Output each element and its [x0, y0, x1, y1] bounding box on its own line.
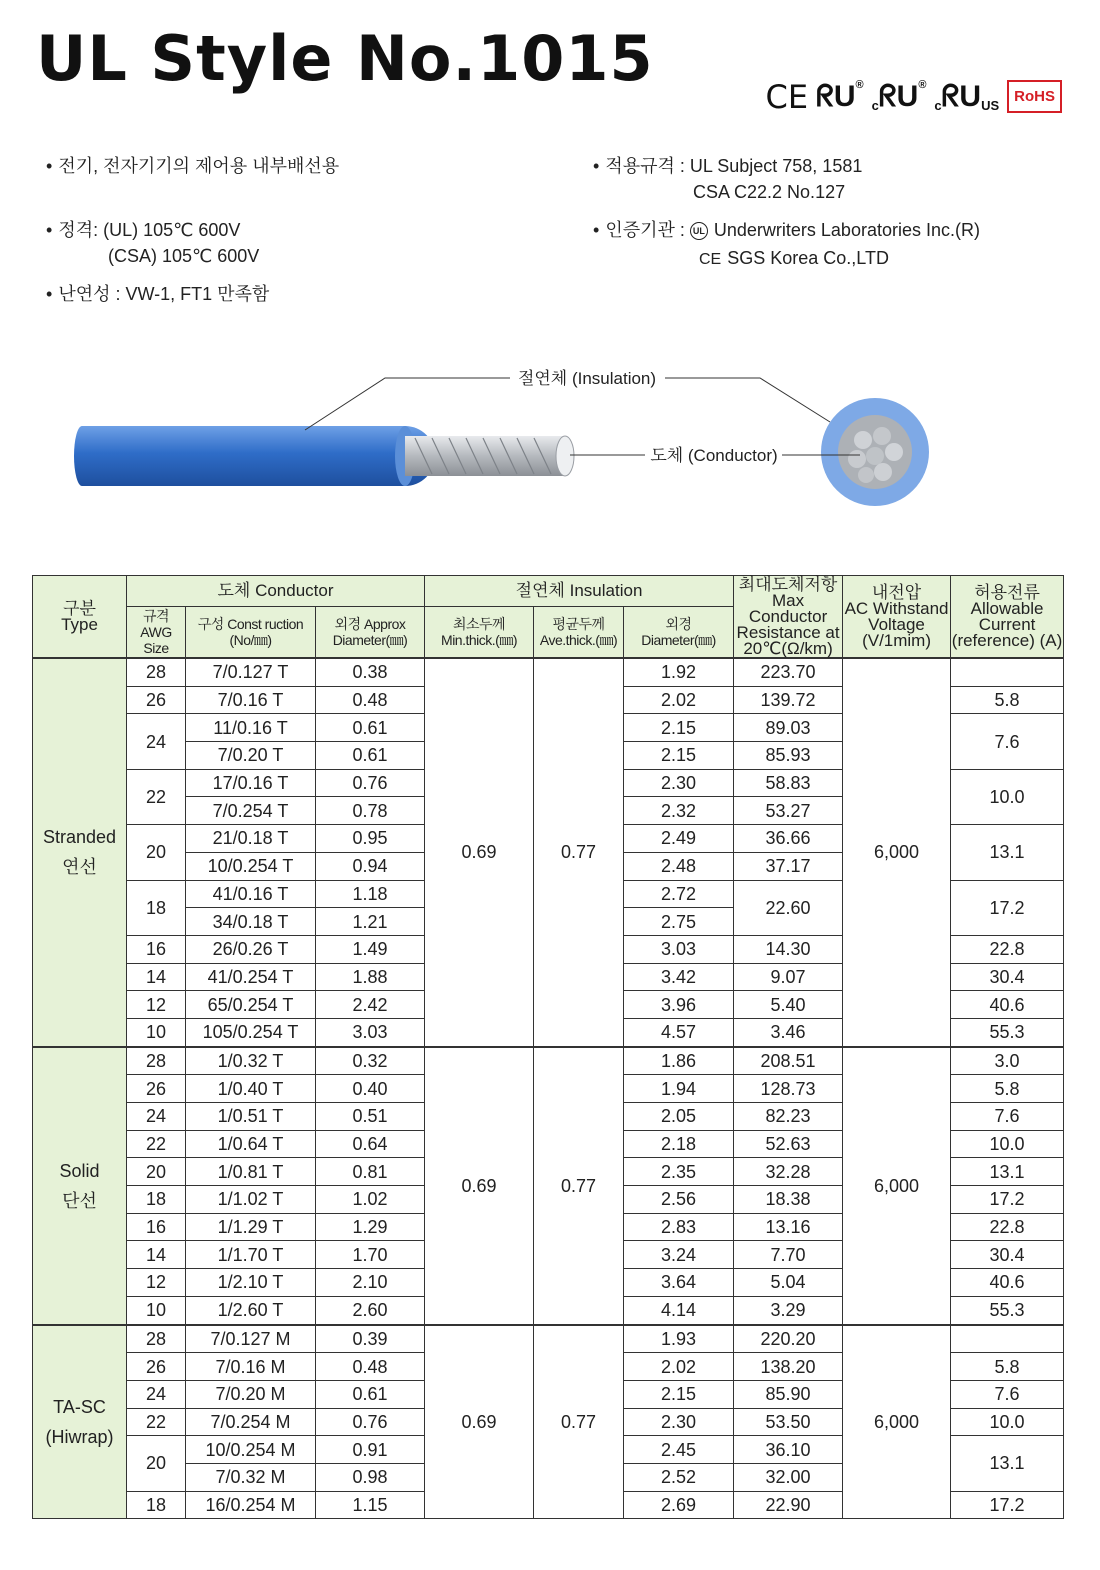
voltage-cell: 6,000: [843, 1325, 951, 1519]
diameter-cell: 0.61: [316, 1380, 425, 1408]
table-row: [33, 1047, 1064, 1075]
ce-logo-icon: CE: [699, 251, 722, 268]
diameter-cell: 0.94: [316, 852, 425, 880]
awg-cell: 22: [127, 1408, 186, 1436]
current-cell: 55.3: [951, 1296, 1064, 1324]
awg-cell: 10: [127, 1018, 186, 1046]
resistance-cell: 5.04: [734, 1269, 843, 1297]
construction-cell: 1/0.64 T: [186, 1130, 316, 1158]
diameter-cell: 2.10: [316, 1269, 425, 1297]
ins-diameter-cell: 4.14: [624, 1296, 734, 1324]
header-conductor: 도체 Conductor: [127, 576, 425, 607]
construction-cell: 1/0.32 T: [186, 1047, 316, 1075]
ins-diameter-cell: 1.93: [624, 1325, 734, 1353]
current-cell: 30.4: [951, 1241, 1064, 1269]
ave-thick-cell: 0.77: [534, 658, 624, 1047]
diameter-cell: 0.32: [316, 1047, 425, 1075]
diameter-cell: 1.88: [316, 963, 425, 991]
diameter-cell: 1.29: [316, 1213, 425, 1241]
construction-cell: 41/0.254 T: [186, 963, 316, 991]
construction-cell: 41/0.16 T: [186, 880, 316, 908]
ins-diameter-cell: 2.30: [624, 769, 734, 797]
current-cell: 13.1: [951, 1158, 1064, 1186]
min-thick-cell: 0.69: [425, 658, 534, 1047]
ul-mark-icon: ᖇU ®: [816, 78, 864, 113]
awg-cell: 12: [127, 991, 186, 1019]
current-cell: 10.0: [951, 769, 1064, 824]
ce-mark-icon: CE: [765, 77, 809, 116]
awg-cell: 26: [127, 1353, 186, 1381]
construction-cell: 1/0.51 T: [186, 1103, 316, 1131]
resistance-cell: 32.00: [734, 1463, 843, 1491]
resistance-cell: 53.27: [734, 797, 843, 825]
header-type: 구분 Type: [33, 576, 127, 659]
resistance-cell: 9.07: [734, 963, 843, 991]
spec-flame: • 난연성 : VW-1, FT1 만족함: [46, 284, 270, 304]
diameter-cell: 0.61: [316, 742, 425, 770]
current-cell: [951, 1325, 1064, 1353]
awg-cell: 22: [127, 769, 186, 824]
header-diameter: 외경 Approx Diameter(㎜): [316, 607, 425, 659]
ins-diameter-cell: 2.45: [624, 1436, 734, 1464]
current-cell: 10.0: [951, 1130, 1064, 1158]
spec-table: [32, 575, 1064, 1519]
resistance-cell: 208.51: [734, 1047, 843, 1075]
construction-cell: 105/0.254 T: [186, 1018, 316, 1046]
diameter-cell: 2.42: [316, 991, 425, 1019]
insulation-label: 절연체 (Insulation): [517, 369, 657, 388]
resistance-cell: 36.10: [734, 1436, 843, 1464]
construction-cell: 7/0.127 T: [186, 658, 316, 686]
resistance-cell: 220.20: [734, 1325, 843, 1353]
conductor-label: 도체 (Conductor): [650, 446, 778, 465]
ins-diameter-cell: 2.30: [624, 1408, 734, 1436]
current-cell: 7.6: [951, 714, 1064, 769]
header-construction: 구성 Const ruction (No/㎜): [186, 607, 316, 659]
construction-cell: 11/0.16 T: [186, 714, 316, 742]
diameter-cell: 0.78: [316, 797, 425, 825]
ins-diameter-cell: 3.42: [624, 963, 734, 991]
header-ave-thick: 평균두께 Ave.thick.(㎜): [534, 607, 624, 659]
ins-diameter-cell: 3.03: [624, 935, 734, 963]
diameter-cell: 0.48: [316, 1353, 425, 1381]
awg-cell: 20: [127, 1436, 186, 1491]
resistance-cell: 223.70: [734, 658, 843, 686]
construction-cell: 7/0.16 T: [186, 686, 316, 714]
awg-cell: 26: [127, 686, 186, 714]
header-current: 허용전류 Allowable Current (reference) (A): [951, 576, 1064, 659]
awg-cell: 16: [127, 1213, 186, 1241]
diameter-cell: 1.18: [316, 880, 425, 908]
diameter-cell: 1.49: [316, 935, 425, 963]
ins-diameter-cell: 2.49: [624, 825, 734, 853]
construction-cell: 1/0.81 T: [186, 1158, 316, 1186]
ave-thick-cell: 0.77: [534, 1325, 624, 1519]
resistance-cell: 82.23: [734, 1103, 843, 1131]
resistance-cell: 18.38: [734, 1186, 843, 1214]
diameter-cell: 1.15: [316, 1491, 425, 1519]
awg-cell: 24: [127, 1103, 186, 1131]
rohs-badge: RoHS: [1007, 80, 1062, 113]
ins-diameter-cell: 2.32: [624, 797, 734, 825]
resistance-cell: 128.73: [734, 1075, 843, 1103]
resistance-cell: 138.20: [734, 1353, 843, 1381]
resistance-cell: 85.90: [734, 1380, 843, 1408]
spec-rating: • 정격: (UL) 105℃ 600V (CSA) 105℃ 600V: [46, 220, 260, 266]
current-cell: 13.1: [951, 825, 1064, 880]
cable-cross-section: [821, 398, 929, 506]
ins-diameter-cell: 4.57: [624, 1018, 734, 1046]
resistance-cell: 3.29: [734, 1296, 843, 1324]
current-cell: 17.2: [951, 880, 1064, 935]
ins-diameter-cell: 2.52: [624, 1463, 734, 1491]
ins-diameter-cell: 3.96: [624, 991, 734, 1019]
construction-cell: 1/1.29 T: [186, 1213, 316, 1241]
cable-body: [74, 426, 435, 486]
ins-diameter-cell: 2.72: [624, 880, 734, 908]
current-cell: 17.2: [951, 1491, 1064, 1519]
diameter-cell: 1.02: [316, 1186, 425, 1214]
ins-diameter-cell: 2.05: [624, 1103, 734, 1131]
current-cell: 40.6: [951, 1269, 1064, 1297]
awg-cell: 18: [127, 880, 186, 935]
awg-cell: 14: [127, 1241, 186, 1269]
header-awg: 규격 AWG Size: [127, 607, 186, 659]
resistance-cell: 36.66: [734, 825, 843, 853]
current-cell: 55.3: [951, 1018, 1064, 1046]
diameter-cell: 0.48: [316, 686, 425, 714]
construction-cell: 7/0.16 M: [186, 1353, 316, 1381]
ins-diameter-cell: 3.24: [624, 1241, 734, 1269]
diameter-cell: 0.98: [316, 1463, 425, 1491]
diameter-cell: 0.39: [316, 1325, 425, 1353]
voltage-cell: 6,000: [843, 1047, 951, 1325]
ins-diameter-cell: 2.18: [624, 1130, 734, 1158]
awg-cell: 24: [127, 714, 186, 769]
diameter-cell: 0.61: [316, 714, 425, 742]
awg-cell: 26: [127, 1075, 186, 1103]
diameter-cell: 1.21: [316, 908, 425, 936]
awg-cell: 20: [127, 1158, 186, 1186]
resistance-cell: 22.90: [734, 1491, 843, 1519]
resistance-cell: 5.40: [734, 991, 843, 1019]
diameter-cell: 0.91: [316, 1436, 425, 1464]
culus-mark-icon: c ᖇU US: [934, 79, 1000, 113]
diameter-cell: 0.51: [316, 1103, 425, 1131]
cul-mark-icon: c ᖇU ®: [871, 78, 927, 113]
resistance-cell: 22.60: [734, 880, 843, 935]
resistance-cell: 7.70: [734, 1241, 843, 1269]
current-cell: 5.8: [951, 686, 1064, 714]
ins-diameter-cell: 2.15: [624, 714, 734, 742]
type-cell-stranded: Stranded 연선: [33, 658, 127, 1047]
construction-cell: 7/0.254 M: [186, 1408, 316, 1436]
header-min-thick: 최소두께 Min.thick.(㎜): [425, 607, 534, 659]
resistance-cell: 58.83: [734, 769, 843, 797]
diameter-cell: 0.76: [316, 1408, 425, 1436]
resistance-cell: 85.93: [734, 742, 843, 770]
construction-cell: 7/0.127 M: [186, 1325, 316, 1353]
current-cell: 17.2: [951, 1186, 1064, 1214]
current-cell: 5.8: [951, 1353, 1064, 1381]
construction-cell: 21/0.18 T: [186, 825, 316, 853]
spec-usage: • 전기, 전자기기의 제어용 내부배선용: [46, 156, 340, 176]
diameter-cell: 0.38: [316, 658, 425, 686]
page-title: UL Style No.1015: [36, 22, 654, 95]
ave-thick-cell: 0.77: [534, 1047, 624, 1325]
diameter-cell: 0.95: [316, 825, 425, 853]
header-ins-diameter: 외경 Diameter(㎜): [624, 607, 734, 659]
construction-cell: 26/0.26 T: [186, 935, 316, 963]
diameter-cell: 3.03: [316, 1018, 425, 1046]
table-row: [33, 1325, 1064, 1353]
resistance-cell: 13.16: [734, 1213, 843, 1241]
awg-cell: 20: [127, 825, 186, 880]
construction-cell: 1/2.60 T: [186, 1296, 316, 1324]
table-row: [33, 658, 1064, 686]
resistance-cell: 139.72: [734, 686, 843, 714]
awg-cell: 10: [127, 1296, 186, 1324]
construction-cell: 34/0.18 T: [186, 908, 316, 936]
resistance-cell: 89.03: [734, 714, 843, 742]
type-cell-tasc: TA-SC (Hiwrap): [33, 1325, 127, 1519]
ins-diameter-cell: 2.15: [624, 1380, 734, 1408]
construction-cell: 1/1.02 T: [186, 1186, 316, 1214]
awg-cell: 12: [127, 1269, 186, 1297]
header-voltage: 내전압 AC Withstand Voltage (V/1mim): [843, 576, 951, 659]
construction-cell: 7/0.20 T: [186, 742, 316, 770]
current-cell: 7.6: [951, 1380, 1064, 1408]
ins-diameter-cell: 3.64: [624, 1269, 734, 1297]
awg-cell: 14: [127, 963, 186, 991]
resistance-cell: 14.30: [734, 935, 843, 963]
construction-cell: 1/1.70 T: [186, 1241, 316, 1269]
construction-cell: 1/0.40 T: [186, 1075, 316, 1103]
ins-diameter-cell: 2.56: [624, 1186, 734, 1214]
construction-cell: 1/2.10 T: [186, 1269, 316, 1297]
awg-cell: 22: [127, 1130, 186, 1158]
current-cell: [951, 658, 1064, 686]
min-thick-cell: 0.69: [425, 1325, 534, 1519]
ins-diameter-cell: 1.92: [624, 658, 734, 686]
resistance-cell: 32.28: [734, 1158, 843, 1186]
type-cell-solid: Solid 단선: [33, 1047, 127, 1325]
resistance-cell: 37.17: [734, 852, 843, 880]
awg-cell: 18: [127, 1186, 186, 1214]
construction-cell: 7/0.32 M: [186, 1463, 316, 1491]
diameter-cell: 0.76: [316, 769, 425, 797]
header-resistance: 최대도체저항 Max Conductor Resistance at 20℃(Ω/km): [734, 576, 843, 659]
construction-cell: 7/0.254 T: [186, 797, 316, 825]
ul-logo-icon: UL: [690, 222, 708, 240]
current-cell: 5.8: [951, 1075, 1064, 1103]
ins-diameter-cell: 2.83: [624, 1213, 734, 1241]
certification-marks: [765, 77, 1062, 116]
awg-cell: 24: [127, 1380, 186, 1408]
construction-cell: 17/0.16 T: [186, 769, 316, 797]
awg-cell: 28: [127, 658, 186, 686]
ins-diameter-cell: 2.48: [624, 852, 734, 880]
diameter-cell: 2.60: [316, 1296, 425, 1324]
ins-diameter-cell: 2.02: [624, 686, 734, 714]
diameter-cell: 0.64: [316, 1130, 425, 1158]
awg-cell: 28: [127, 1325, 186, 1353]
resistance-cell: 53.50: [734, 1408, 843, 1436]
diameter-cell: 0.40: [316, 1075, 425, 1103]
spec-standard: • 적용규격 : UL Subject 758, 1581 CSA C22.2 No.127: [593, 156, 863, 202]
current-cell: 7.6: [951, 1103, 1064, 1131]
cable-diagram: [60, 360, 940, 520]
current-cell: 40.6: [951, 991, 1064, 1019]
voltage-cell: 6,000: [843, 658, 951, 1047]
construction-cell: 16/0.254 M: [186, 1491, 316, 1519]
conductor-strands: [405, 436, 574, 476]
awg-cell: 18: [127, 1491, 186, 1519]
header-insulation: 절연체 Insulation: [425, 576, 734, 607]
diameter-cell: 1.70: [316, 1241, 425, 1269]
spec-agency: • 인증기관 : UL Underwriters Laboratories Inc.(R) CE SGS Korea Co.,LTD: [593, 220, 980, 268]
construction-cell: 7/0.20 M: [186, 1380, 316, 1408]
ins-diameter-cell: 1.86: [624, 1047, 734, 1075]
construction-cell: 10/0.254 T: [186, 852, 316, 880]
ins-diameter-cell: 2.35: [624, 1158, 734, 1186]
current-cell: 3.0: [951, 1047, 1064, 1075]
ins-diameter-cell: 2.02: [624, 1353, 734, 1381]
resistance-cell: 52.63: [734, 1130, 843, 1158]
ins-diameter-cell: 2.15: [624, 742, 734, 770]
ins-diameter-cell: 2.75: [624, 908, 734, 936]
construction-cell: 10/0.254 M: [186, 1436, 316, 1464]
current-cell: 22.8: [951, 935, 1064, 963]
min-thick-cell: 0.69: [425, 1047, 534, 1325]
current-cell: 10.0: [951, 1408, 1064, 1436]
ins-diameter-cell: 1.94: [624, 1075, 734, 1103]
ins-diameter-cell: 2.69: [624, 1491, 734, 1519]
resistance-cell: 3.46: [734, 1018, 843, 1046]
current-cell: 30.4: [951, 963, 1064, 991]
diameter-cell: 0.81: [316, 1158, 425, 1186]
construction-cell: 65/0.254 T: [186, 991, 316, 1019]
awg-cell: 16: [127, 935, 186, 963]
current-cell: 13.1: [951, 1436, 1064, 1491]
current-cell: 22.8: [951, 1213, 1064, 1241]
awg-cell: 28: [127, 1047, 186, 1075]
